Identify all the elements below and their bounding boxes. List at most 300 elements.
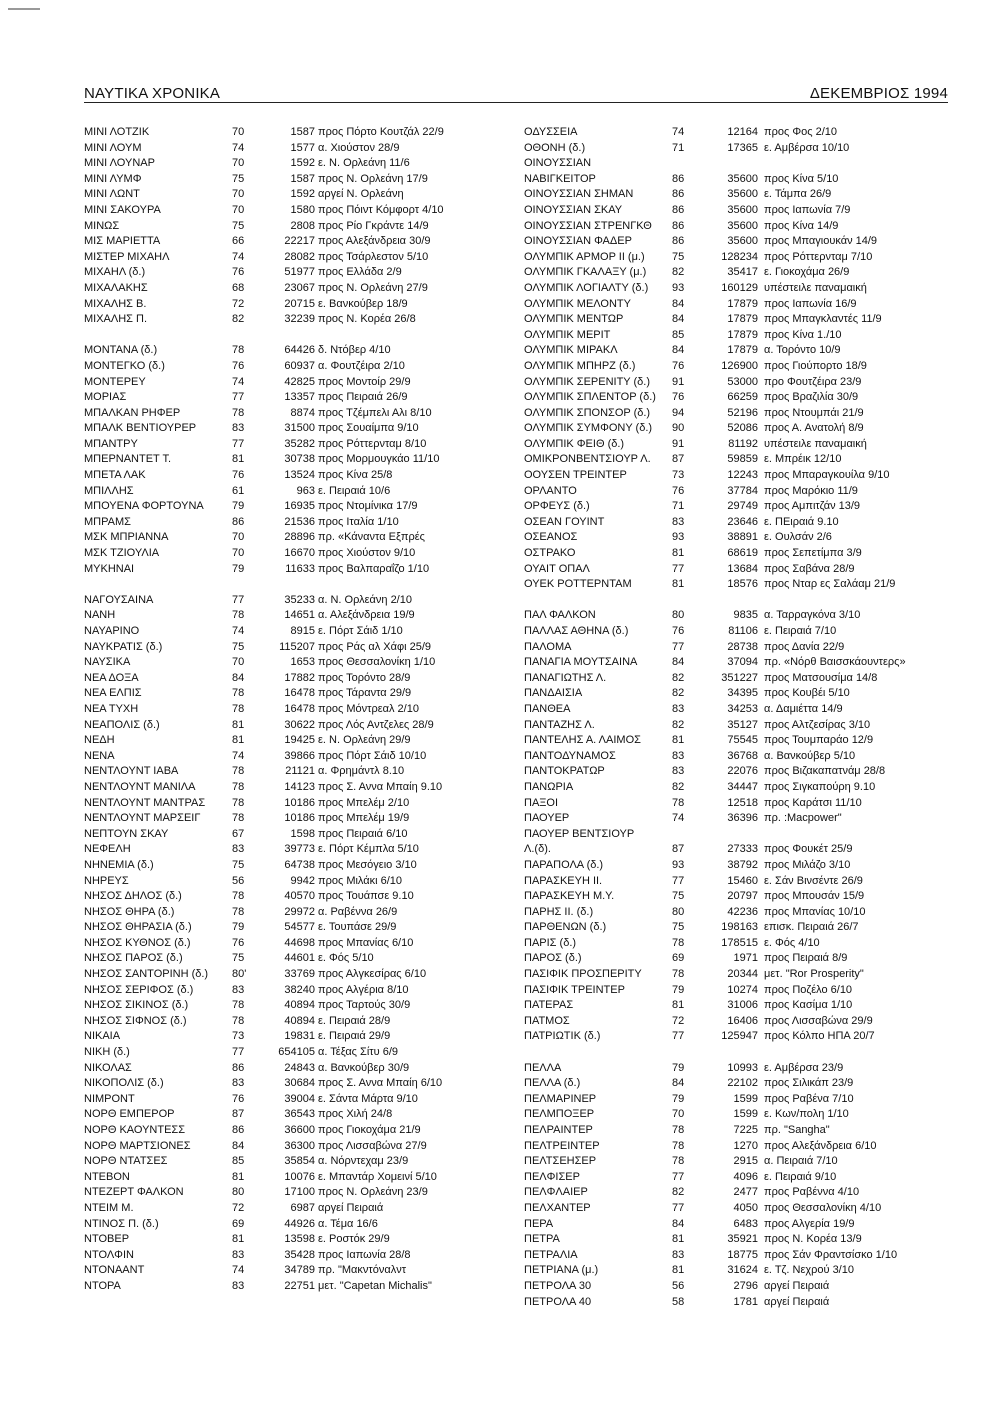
build-year: 91	[672, 375, 685, 388]
ship-position: ε. Κων/πολη 1/10	[764, 1108, 849, 1121]
ship-position: επισκ. Πειραιά 26/7	[764, 921, 859, 934]
build-year: 77	[672, 1201, 685, 1214]
tonnage: 44698	[284, 936, 315, 949]
tonnage: 160129	[721, 281, 758, 294]
ship-position: προς Ελλάδα 2/9	[318, 266, 402, 279]
build-year: 85	[232, 1155, 245, 1168]
ship-name: ΠΕΛΧΑΝΤΕΡ	[524, 1201, 591, 1214]
tonnage: 1577	[290, 141, 315, 154]
ship-position: πρ. "Sangha"	[764, 1124, 830, 1136]
ship-row	[84, 936, 500, 952]
tonnage: 54577	[284, 921, 315, 934]
tonnage: 1971	[733, 952, 758, 965]
issue-date: ΔΕΚΕΜΒΡΙΟΣ 1994	[809, 85, 948, 102]
tonnage: 35600	[727, 235, 758, 248]
tonnage: 30622	[284, 718, 315, 731]
build-year: 83	[232, 1279, 245, 1292]
ship-name: ΠΑΝΘΕΑ	[524, 702, 571, 715]
ship-name: ΝΑΥΚΡΑΤΙΣ (δ.)	[84, 640, 163, 653]
tonnage: 125947	[721, 1030, 758, 1043]
tonnage: 1592	[290, 188, 315, 201]
ship-name: ΝΕΦΕΛΗ	[84, 843, 131, 856]
ship-name: ΝΟΡΘ ΝΤΑΤΣΕΣ	[84, 1155, 168, 1168]
ship-name: ΠΑΝΤΑΖΗΣ Λ.	[524, 718, 595, 731]
ship-name: ΝΤΟΝΑΑΝΤ	[84, 1264, 145, 1277]
ship-name: ΟΙΝΟΥΣΣΙΑΝ ΣΤΡΕΝΓΚΘ	[524, 219, 652, 232]
ship-position: προς Κουβέι 5/10	[764, 687, 850, 700]
ship-row	[84, 1201, 500, 1217]
ship-position: προς Ραβέννα 4/10	[764, 1186, 860, 1199]
ship-position: προ Φουτζέιρα 23/9	[764, 375, 862, 388]
tonnage: 22102	[727, 1077, 758, 1090]
build-year: 75	[232, 640, 245, 653]
ship-position: δ. Ντόβερ 4/10	[318, 344, 391, 357]
ship-position: α. Νόρντεχαμ 23/9	[318, 1155, 409, 1168]
ship-row	[84, 780, 500, 796]
build-year: 78	[232, 609, 245, 622]
ship-name: ΠΑΤΡΙΩΤΙΚ (δ.)	[524, 1030, 601, 1043]
ship-name: ΜΠΟΥΕΝΑ ΦΟΡΤΟΥΝΑ	[84, 500, 204, 513]
build-year: 79	[672, 1061, 685, 1074]
build-year: 80	[232, 1186, 245, 1199]
ship-position: προς Ν. Κορέα 26/8	[318, 313, 416, 326]
tonnage: 39866	[284, 749, 315, 762]
tonnage: 35600	[727, 188, 758, 201]
ship-row	[84, 951, 500, 967]
ship-row	[524, 1263, 948, 1279]
tonnage: 34789	[284, 1264, 315, 1277]
ship-row	[524, 702, 948, 718]
ship-name: ΟΛΥΜΠΙΚ ΣΥΜΦΟΝΥ (δ.)	[524, 422, 653, 435]
ship-row	[84, 281, 500, 297]
ship-row	[524, 1029, 948, 1045]
build-year: 82	[672, 687, 685, 700]
section-gap	[84, 328, 500, 344]
page-header	[84, 78, 948, 102]
ship-position: προς Μπαραγκουίλα 9/10	[764, 469, 890, 482]
ship-name: ΝΑΝΗ	[84, 609, 116, 622]
ship-position: προς Ν. Ορλεάνη 17/9	[318, 172, 428, 185]
ship-name: ΠΑΝΑΓΙΩΤΗΣ Λ.	[524, 671, 607, 684]
build-year: 76	[232, 266, 245, 279]
ship-row	[84, 390, 500, 406]
ship-position: προς Γιοκοχάμα 21/9	[318, 1124, 421, 1136]
build-year: 78	[232, 999, 245, 1012]
build-year: 75	[232, 219, 245, 232]
build-year: 86	[232, 1061, 245, 1074]
ship-position: προς Ρίο Γκράντε 14/9	[318, 219, 429, 232]
ship-position: προς Θεσσαλονίκη 4/10	[764, 1201, 882, 1214]
ship-row	[84, 141, 500, 157]
ship-name: ΟΟΥΣΕΝ ΤΡΕΙΝΤΕΡ	[524, 469, 627, 482]
ship-row	[524, 421, 948, 437]
ship-position: υπέστειλε παναμαική	[764, 281, 867, 294]
tonnage: 12243	[727, 469, 758, 482]
ship-name: ΠΑΡΑΣΚΕΥΗ ΙΙ.	[524, 874, 603, 887]
ship-row	[84, 1232, 500, 1248]
ship-position: προς Αλγέρια 8/10	[318, 983, 409, 996]
build-year: 83	[672, 765, 685, 778]
ship-row	[84, 624, 500, 640]
build-year: 76	[232, 469, 245, 482]
ship-name: ΠΑΣΙΦΙΚ ΤΡΕΙΝΤΕΡ	[524, 983, 625, 996]
tonnage: 1592	[290, 157, 315, 170]
ship-position: προς Α. Ανατολή 8/9	[764, 422, 864, 435]
tonnage: 42236	[727, 905, 758, 918]
ship-position: προς Σουαίμπα 9/10	[318, 422, 419, 435]
tonnage: 31624	[727, 1264, 758, 1277]
ship-row	[84, 265, 500, 281]
ship-row	[84, 1154, 500, 1170]
build-year: 78	[232, 796, 245, 809]
ship-row	[524, 125, 948, 141]
tonnage: 351227	[721, 671, 758, 684]
ship-name: ΝΗΣΟΣ ΚΥΘΝΟΣ (δ.)	[84, 936, 191, 949]
ship-name: ΝΤΟΛΦΙΝ	[84, 1248, 134, 1261]
tonnage: 17882	[284, 671, 315, 684]
ship-name: ΠΕΛΜΑΡΙΝΕΡ	[524, 1092, 597, 1105]
build-year: 78	[672, 936, 685, 949]
ship-name: ΟΛΥΜΠΙΚ ΜΕΡΙΤ	[524, 328, 611, 341]
ship-position: προς Μοντοίρ 29/9	[318, 375, 411, 388]
ship-position: προς Βιζακαπατνάμ 28/8	[764, 765, 886, 778]
build-year: 94	[672, 406, 685, 419]
ship-row	[524, 452, 948, 468]
ship-row	[84, 203, 500, 219]
build-year: 73	[672, 469, 685, 482]
ship-row	[84, 468, 500, 484]
build-year: 81	[232, 1170, 245, 1183]
build-year: 70	[232, 157, 245, 170]
ship-row	[84, 998, 500, 1014]
ship-position: προς Ράς αλ Χάφι 25/9	[318, 640, 432, 653]
ship-row	[84, 1279, 500, 1295]
ship-position: προς Κίνα 1./10	[764, 328, 842, 341]
scan-mark	[8, 8, 40, 10]
build-year: 86	[672, 219, 685, 232]
build-year: 93	[672, 531, 685, 544]
tonnage: 126900	[721, 359, 758, 372]
tonnage: 38240	[284, 983, 315, 996]
build-year: 74	[232, 141, 245, 154]
tonnage: 128234	[721, 250, 758, 263]
ship-position: αργεί Πειραιά	[764, 1295, 830, 1308]
ship-name: ΝΑΒΙΓΚΕΙΤΟΡ	[524, 172, 596, 185]
ship-name: ΜΠΑΛΚΑΝ ΡΗΦΕΡ	[84, 406, 181, 419]
build-year: 72	[232, 1201, 245, 1214]
tonnage: 35600	[727, 219, 758, 232]
build-year: 77	[232, 437, 245, 450]
build-year: 58	[672, 1295, 685, 1308]
tonnage: 23067	[284, 281, 315, 294]
ship-position: α. Τέξας Σίτυ 6/9	[318, 1046, 398, 1059]
ship-name: ΝΗΣΟΣ ΔΗΛΟΣ (δ.)	[84, 890, 182, 903]
build-year: 69	[232, 1217, 245, 1230]
ship-position: πρ. :Macpower"	[764, 812, 842, 825]
build-year: 77	[672, 640, 685, 653]
build-year: 82	[232, 313, 245, 326]
ship-position: ε. Αμβέρσα 10/10	[764, 141, 850, 154]
build-year: 80'	[232, 968, 247, 981]
ship-position: προς Λισσαβώνα 29/9	[764, 1014, 873, 1027]
ship-position: προς Μεσόγειο 3/10	[318, 858, 417, 871]
ship-name: ΜΠΑΛΚ ΒΕΝΤΙΟΥΡΕΡ	[84, 422, 197, 435]
build-year: 56	[232, 874, 245, 887]
ship-name: ΟΔΥΣΣΕΙΑ	[524, 126, 578, 138]
right-ship-column	[524, 125, 948, 1310]
ship-name: ΟΛΥΜΠΙΚ ΓΚΑΛΑΞΥ (μ.)	[524, 266, 647, 279]
ship-position: προς Αμπιτζάν 13/9	[764, 500, 861, 513]
build-year: 77	[232, 593, 245, 606]
ship-name: ΠΕΛΜΠΟΞΕΡ	[524, 1108, 595, 1121]
ship-name: ΟΛΥΜΠΙΚ ΣΠΛΕΝΤΟΡ (δ.)	[524, 391, 656, 404]
ship-row	[84, 297, 500, 313]
ship-row	[84, 172, 500, 188]
ship-row	[524, 764, 948, 780]
tonnage: 24843	[284, 1061, 315, 1074]
ship-position: προς Μαρόκιο 11/9	[764, 484, 858, 497]
ship-name: ΠΕΛΛΑ (δ.)	[524, 1077, 581, 1090]
build-year: 86	[672, 235, 685, 248]
ship-name: ΠΑΛ ΦΑΛΚΟΝ	[524, 609, 596, 622]
build-year: 75	[232, 172, 245, 185]
ship-row	[524, 203, 948, 219]
build-year: 76	[232, 936, 245, 949]
tonnage: 81192	[728, 437, 758, 450]
tonnage: 22751	[284, 1279, 315, 1292]
tonnage: 115207	[279, 640, 315, 653]
ship-position: προς Πειραιά 6/10	[318, 827, 408, 840]
tonnage: 1580	[290, 203, 315, 216]
ship-name: ΜΟΝΤΕΡΕΥ	[84, 375, 146, 388]
tonnage: 75545	[727, 734, 758, 747]
ship-name: ΟΥΕΚ ΡΟΤΤΕΡΝΤΑΜ	[524, 578, 632, 591]
ship-row	[524, 499, 948, 515]
ship-position: ε. Τάμπα 26/9	[764, 188, 832, 201]
ship-position: α. Πειραιά 7/10	[764, 1155, 838, 1168]
tonnage: 53000	[727, 375, 758, 388]
ship-position: α. Ν. Ορλεάνη 2/10	[318, 593, 412, 606]
ship-name: ΝΙΚΗ (δ.)	[84, 1046, 130, 1059]
ship-row	[84, 343, 500, 359]
build-year: 78	[232, 780, 245, 793]
ship-name: ΠΑΤΜΟΣ	[524, 1014, 570, 1027]
ship-name: ΝΗΣΟΣ ΘΗΡΑ (δ.)	[84, 905, 175, 918]
build-year: 81	[672, 547, 685, 560]
ship-name: ΝΕΔΗ	[84, 734, 115, 747]
ship-position: υπέστειλε παναμαική	[764, 437, 867, 450]
ship-position: ε. Βανκούβερ 18/9	[318, 297, 408, 310]
ship-name: ΜΙΝΙ ΣΑΚΟΥΡΑ	[84, 203, 161, 216]
tonnage: 16478	[284, 702, 315, 715]
build-year: 84	[672, 297, 685, 310]
build-year: 74	[232, 1264, 245, 1277]
build-year: 70	[232, 656, 245, 669]
tonnage: 1653	[290, 656, 315, 669]
ship-row	[524, 811, 948, 827]
ship-position: προς Τορόντο 28/9	[318, 671, 411, 684]
ship-name: ΟΛΥΜΠΙΚ ΣΠΟΝΣΟΡ (δ.)	[524, 406, 651, 419]
tonnage: 38891	[727, 531, 758, 544]
build-year: 70	[232, 188, 245, 201]
ship-position: προς Κίνα 25/8	[318, 469, 393, 482]
ship-row	[524, 156, 948, 172]
section-gap	[524, 593, 948, 609]
tonnage: 40570	[284, 890, 315, 903]
ship-name: ΝΤΙΝΟΣ Π. (δ.)	[84, 1217, 159, 1230]
ship-position: προς Τουάπσε 9.10	[318, 890, 414, 903]
ship-position: ε. Πειραιά 9/10	[764, 1170, 837, 1183]
ship-row	[524, 624, 948, 640]
build-year: 74	[232, 375, 245, 388]
ship-position: ε. Πόρτ Σάιδ 1/10	[318, 625, 403, 637]
tonnage: 2808	[290, 219, 315, 232]
ship-name: ΟΙΝΟΥΣΣΙΑΝ ΣΗΜΑΝ	[524, 188, 634, 201]
ship-row	[84, 920, 500, 936]
ship-row	[524, 640, 948, 656]
ship-name: ΠΕΤΡΑ	[524, 1233, 560, 1246]
tonnage: 52086	[727, 422, 758, 435]
build-year: 81	[672, 734, 685, 747]
tonnage: 59859	[727, 453, 758, 466]
ship-row	[84, 156, 500, 172]
ship-position: αργεί Πειραιά	[764, 1279, 830, 1292]
ship-row	[524, 312, 948, 328]
tonnage: 42825	[284, 375, 315, 388]
build-year: 87	[672, 843, 685, 856]
tonnage: 23646	[727, 515, 758, 528]
ship-row	[524, 515, 948, 531]
tonnage: 64426	[284, 344, 315, 357]
ship-position: ε. ΠΕιραιά 9.10	[764, 515, 839, 528]
ship-position: μετ. "Capetan Michalis"	[318, 1279, 432, 1292]
build-year: 81	[672, 1233, 685, 1246]
ship-row	[84, 1107, 500, 1123]
tonnage: 66259	[727, 391, 758, 404]
ship-row	[84, 1045, 500, 1061]
ship-position: α. Ταρραγκόνα 3/10	[764, 609, 861, 622]
ship-position: ε. Πειραιά 28/9	[318, 1014, 391, 1027]
tonnage: 36300	[284, 1139, 315, 1152]
section-gap	[524, 1045, 948, 1061]
tonnage: 35428	[284, 1248, 315, 1261]
ship-name: ΜΙΝΙ ΛΟΤΖΙΚ	[84, 126, 150, 138]
ship-position: προς Σεπετίμπα 3/9	[764, 547, 862, 560]
ship-name: ΠΑΡΟΣ (δ.)	[524, 952, 582, 965]
build-year: 71	[672, 141, 685, 154]
tonnage: 64738	[284, 858, 315, 871]
ship-position: προς Ραβένα 7/10	[764, 1092, 854, 1105]
ship-row	[84, 250, 500, 266]
tonnage: 1270	[733, 1139, 758, 1152]
tonnage: 2915	[733, 1155, 758, 1168]
ship-name: ΜΠΑΝΤΡΥ	[84, 437, 138, 450]
ship-position: προς Μιλάζο 3/10	[764, 858, 851, 871]
ship-row	[84, 187, 500, 203]
tonnage: 1587	[290, 126, 315, 138]
ship-name: ΜΟΝΤΑΝΑ (δ.)	[84, 344, 158, 357]
tonnage: 13524	[284, 469, 315, 482]
ship-name: ΟΛΥΜΠΙΚ ΛΟΓΙΑΛΤΥ (δ.)	[524, 281, 649, 294]
tonnage: 14651	[284, 609, 315, 622]
build-year: 77	[232, 391, 245, 404]
ship-name: ΠΕΡΑ	[524, 1217, 554, 1230]
build-year: 85	[672, 328, 685, 341]
ship-position: ε. Γιοκοχάμα 26/9	[764, 266, 850, 279]
tonnage: 10186	[284, 796, 315, 809]
build-year: 80	[672, 905, 685, 918]
ship-row	[84, 640, 500, 656]
ship-row	[84, 219, 500, 235]
tonnage: 36543	[284, 1108, 315, 1121]
ship-row	[524, 265, 948, 281]
tonnage: 36396	[727, 812, 758, 825]
build-year: 74	[672, 126, 685, 138]
ship-row	[84, 1139, 500, 1155]
ship-name: ΜΥΚΗΝΑΙ	[84, 562, 135, 575]
ship-row	[524, 1076, 948, 1092]
ship-name: ΝΕΠΤΟΥΝ ΣΚΑΥ	[84, 827, 169, 840]
ship-name: ΠΑΝΔΑΙΣΙΑ	[524, 687, 583, 700]
build-year: 66	[232, 235, 245, 248]
build-year: 86	[672, 172, 685, 185]
tonnage: 2477	[733, 1186, 758, 1199]
tonnage: 1587	[290, 172, 315, 185]
ship-position: προς Αλεξάνδρεια 6/10	[764, 1139, 877, 1152]
tonnage: 11633	[285, 562, 315, 575]
build-year: 81	[672, 1264, 685, 1277]
tonnage: 34395	[727, 687, 758, 700]
ship-position: προς Μπανίας 10/10	[764, 905, 866, 918]
build-year: 77	[672, 1170, 685, 1183]
ship-row	[84, 1076, 500, 1092]
build-year: 83	[672, 702, 685, 715]
ship-row	[524, 827, 948, 843]
ship-name: ΠΕΤΡΙΑΝΑ (μ.)	[524, 1264, 599, 1277]
tonnage: 1599	[733, 1092, 758, 1105]
tonnage: 60937	[284, 359, 315, 372]
build-year: 76	[232, 359, 245, 372]
ship-position: ε. Πόρτ Κέμπλα 5/10	[318, 843, 419, 856]
tonnage: 27333	[727, 843, 758, 856]
ship-row	[524, 1061, 948, 1077]
ship-position: προς Πόιντ Κόμφορτ 4/10	[318, 203, 444, 216]
ship-row	[524, 874, 948, 890]
ship-position: προς Ρόττερνταμ 7/10	[764, 250, 873, 263]
ship-row	[84, 562, 500, 578]
ship-row	[524, 780, 948, 796]
ship-row	[84, 796, 500, 812]
ship-row	[84, 671, 500, 687]
ship-row	[524, 936, 948, 952]
ship-name: ΝΤΕΖΕΡΤ ΦΑΛΚΟΝ	[84, 1186, 184, 1199]
ship-name: ΠΑΡΑΠΟΛΑ (δ.)	[524, 858, 604, 871]
tonnage: 16478	[284, 687, 315, 700]
ship-name: ΟΡΛΑΝΤΟ	[524, 484, 577, 497]
ship-name: ΜΙΝΙ ΛΥΜΦ	[84, 172, 142, 185]
ship-row	[84, 1185, 500, 1201]
build-year: 83	[232, 843, 245, 856]
build-year: 74	[232, 250, 245, 263]
build-year: 76	[672, 359, 685, 372]
ship-name: ΠΑΡΗΣ ΙΙ. (δ.)	[524, 905, 594, 918]
tonnage: 35600	[727, 172, 758, 185]
ship-name: ΝΑΥΑΡΙΝΟ	[84, 625, 140, 637]
build-year: 75	[672, 250, 685, 263]
ship-position: προς Ρόττερνταμ 8/10	[318, 437, 427, 450]
ship-name: ΠΑΣΙΦΙΚ ΠΡΟΣΠΕΡΙΤΥ	[524, 968, 642, 981]
ship-name: ΟΜΙΚΡΟΝΒΕΝΤΣΙΟΥΡ Λ.	[524, 453, 651, 466]
